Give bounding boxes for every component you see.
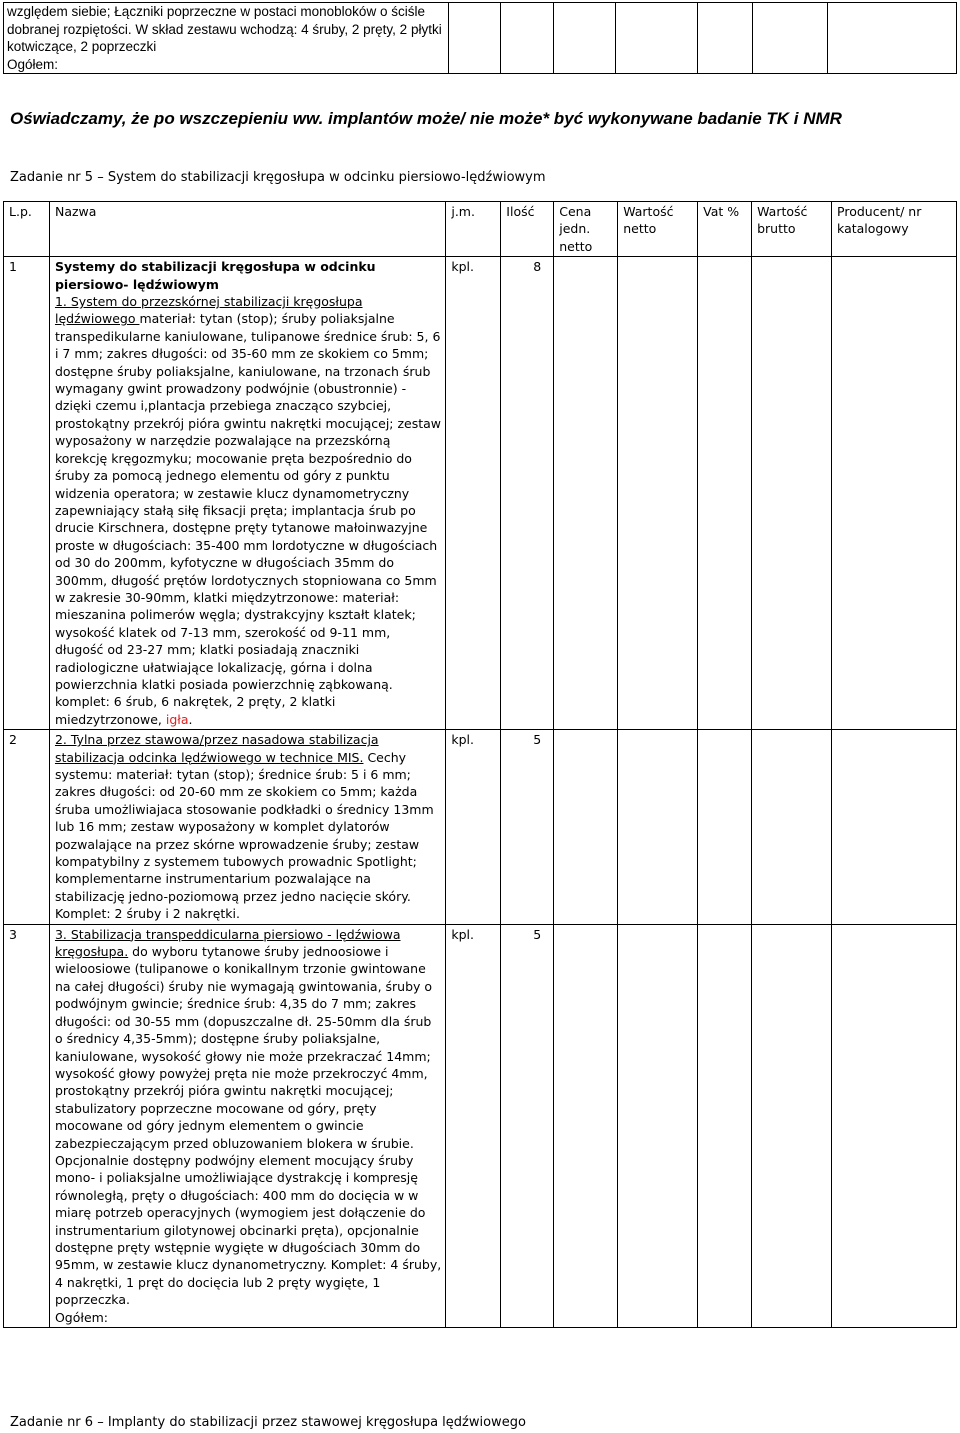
- row-body: do wyboru tytanowe śruby jednoosiowe i wieloosiowe (tulipanowe o konikallnym trzonie gwintowane na całej długości) śruby nie wymagają gwintowania, śruby o podwójnym gwincie; średnice śrub: 4,35 do 7 mm; zakres długości: od 30-55 mm (dopuszczalne dł. 25-50mm dla śrub o średnicy 4,35-5mm); dostępne śruby poliaksjalne, kaniulowane, wysokość głowy nie może przekraczać 14mm; wysokość głowy powyżej pręta nie może przekroczyć 4mm, prostokątny przekrój pióra gwintu nakrętki mocującej; stabulizatory poprzeczne mocowane od góry, pręty mocowane od góry jednym elementem o gwincie zabezpieczającym przed obluzowaniem blokera w śrubie. Opcjonalnie dostępny podwójny element mocujący śruby mono- i poliaksjalne umożliwiające dystrakcję i kompresję równoległą, pręty o długościach: 400 mm do docięcia w w miarę potrzeb operacyjnych (wymogiem jest dołączenie do instrumentarium gilotynowej obcinarki pręta), opcjonalnie dostępne pręty wstępnie wygięte w długościach 30mm do 95mm, w zestawie klucz dynanometryczny. Komplet: 4 śruby, 4 nakrętki, 1 pręt do docięcia lub 2 pręty wygięte, 1 poprzeczka.: [54, 944, 442, 1308]
- header-vat: Vat %: [698, 202, 752, 257]
- table-row: [4, 924, 957, 1327]
- row-lp: 3: [4, 924, 50, 1327]
- table-header-row: [4, 202, 957, 257]
- header-unit-price: Cena jedn. netto: [554, 202, 618, 257]
- row-body: Cechy systemu: materiał: tytan (stop); średnice śrub: 5 i 6 mm; zakres długości: od 20-60 mm ze skokiem co 5mm; każda śruba umożliwiajaca stosowanie podkładki o średnicy 13mm lub 16 mm; zestaw wyposażony w komplet dylatorów pozwalające na przez skórne wprowadzenie śruby; zestaw kompatybilny z systemem tubowych prowadnic Spotlight; komplementarne instrumentarium pozwalające na stabilizację jedno-poziomową przez jedno nacięcie skóry. Komplet: 2 śruby i 2 nakrętki.: [54, 749, 434, 922]
- table-row: [4, 730, 957, 924]
- row-qty: 5: [501, 730, 554, 924]
- task-6-title: Zadanie nr 6 – Implanty do stabilizacji przez stawowej kręgosłupa lędźwiowego: [10, 1415, 526, 1430]
- header-qty: Ilość: [501, 202, 554, 257]
- total-label: Ogółem:: [54, 1309, 109, 1325]
- row-title: Systemy do stabilizacji kręgosłupa w odcinku piersiowo- lędźwiowym: [54, 259, 376, 292]
- row-description: [49, 730, 445, 924]
- task-5-title: Zadanie nr 5 – System do stabilizacji kręgosłupa w odcinku piersiowo-lędźwiowym: [10, 170, 546, 185]
- row-unit: kpl.: [446, 730, 501, 924]
- highlighted-term: igła: [165, 711, 189, 727]
- row-lp: 1: [4, 257, 50, 730]
- row-lead: 1. System do przezskórnej stabilizacji kręgosłupa lędźwiowego: [54, 294, 363, 327]
- row-unit: kpl.: [446, 257, 501, 730]
- header-gross-value: Wartość brutto: [752, 202, 832, 257]
- row-lead: 2. Tylna przez stawowa/przez nasadowa stabilizacja stabilizacja odcinka lędźwiowego w technice MIS.: [54, 732, 379, 765]
- header-name: Nazwa: [49, 202, 445, 257]
- previous-task-table: [3, 2, 957, 74]
- header-producer: Producent/ nr katalogowy: [832, 202, 957, 257]
- mri-ct-declaration: Oświadczamy, że po wszczepieniu ww. implantów może/ nie może* być wykonywane badanie TK i NMR: [10, 109, 842, 128]
- header-net-value: Wartość netto: [618, 202, 698, 257]
- header-lp: L.p.: [4, 202, 50, 257]
- header-unit: j.m.: [446, 202, 501, 257]
- table-row: [4, 257, 957, 730]
- row-description: [49, 257, 445, 730]
- row-lead: 3. Stabilizacja transpeddicularna piersiowo - lędźwiowa kręgosłupa.: [54, 926, 401, 960]
- task-5-table: [3, 201, 957, 1328]
- row-unit: kpl.: [446, 924, 501, 1327]
- item-description-cell: [4, 3, 449, 74]
- total-label: Ogółem:: [7, 56, 59, 72]
- row-qty: 5: [501, 924, 554, 1327]
- row-lp: 2: [4, 730, 50, 924]
- row-qty: 8: [501, 257, 554, 730]
- table-row: [4, 3, 957, 74]
- row-tail: .: [188, 711, 193, 727]
- item-description: względem siebie; Łączniki poprzeczne w postaci monobloków o ściśle dobranej rozpiętości. W skład zestawu wchodzą: 4 śruby, 2 pręty, 2 płytki kotwiczące, 2 poprzeczki: [7, 4, 442, 54]
- row-body: materiał: tytan (stop); śruby poliaksjalne transpedikularne kaniulowane, tulipanowe średnice śrub: 5, 6 i 7 mm; zakres długości: od 35-60 mm ze skokiem co 5mm; dostępne śruby poliaksjalne, kaniulowane, na trzonach śrub wymagany gwint prowadzony podwójnie (obustronnie) - dzięki czemu i,plantacja przebiega znacząco szybciej, prostokątny przekrój pióra gwintu nakrętki mocującej; zestaw wyposażony w narzędzie pozwalające na przezskórną korekcję kręgozmyku; mocowanie pręta bezpośrednio do śruby za pomocą jednego elementu od góry z punktu widzenia operatora; w zestawie klucz dynamometryczny zapewniający stałą siłę fiksacji pręta; implantacja śrub po drucie Kirschnera, dostępne pręty tytanowe małoinwazyjne proste w długościach: 35-400 mm lordotyczne w długościach od 30 do 200mm, kyfotyczne w długościach 35mm do 300mm, długość prętów lordotycznych stopniowana co 5mm w zakresie 30-90mm, klatki międzytrzonowe: materiał: mieszanina polimerów węgla; dystrakcyjny kształt klatek; wysokość klatek od 7-13 mm, szerokość od 9-11 mm, długość od 23-27 mm; klatki posiadają znaczniki radiologiczne ułatwiające lokalizację, górna i dolna powierzchnia klatki posiada powierzchnię ząbkowaną. komplet: 6 śrub, 6 nakrętek, 2 pręty, 2 klatki miedzytrzonowe,: [54, 311, 442, 727]
- row-description: [49, 924, 445, 1327]
